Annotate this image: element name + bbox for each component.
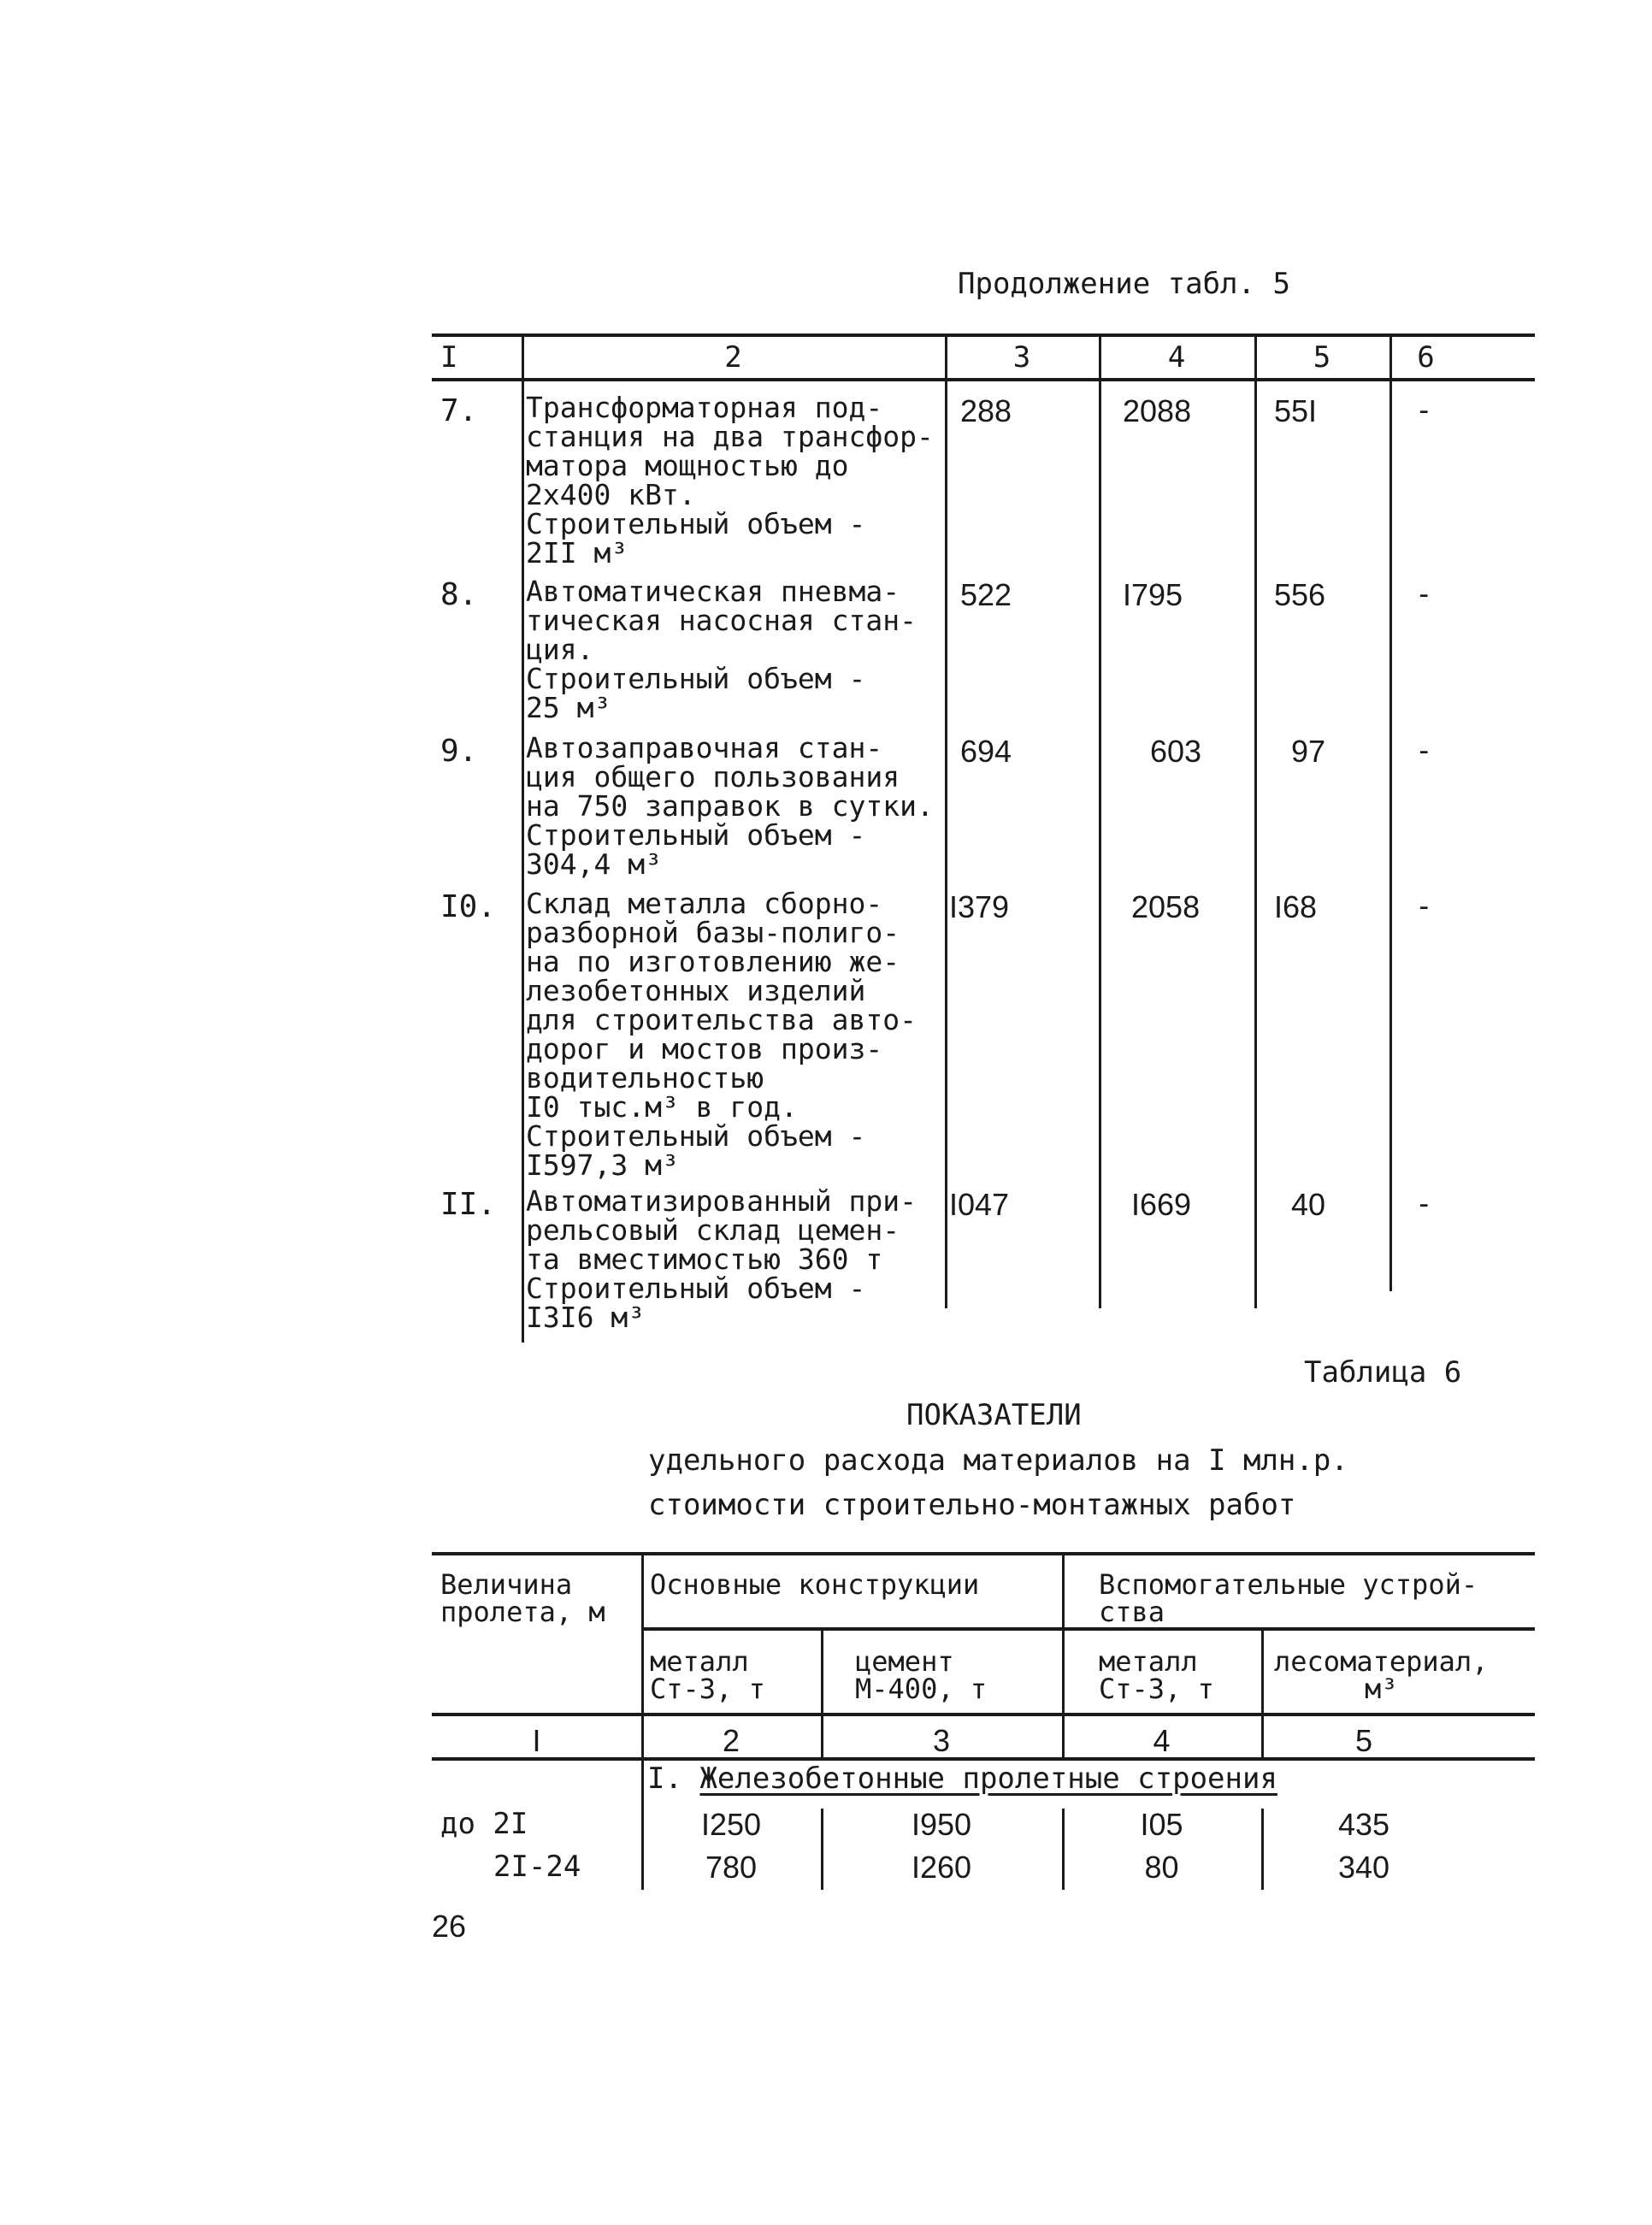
cell-col5: 55I bbox=[1274, 393, 1318, 428]
continuation-title: Продолжение табл. 5 bbox=[958, 267, 1290, 301]
cell-col3: I047 bbox=[949, 1187, 1010, 1222]
cell-col5: I68 bbox=[1274, 889, 1318, 924]
cell-col6: - bbox=[1415, 734, 1433, 768]
table-top-rule bbox=[432, 333, 1535, 337]
row-description: Склад металла сборно- разборной базы-полиго- на по изготовлению же- лезобетонных изделий для строительства авто- дорог и мостов произ- водительностью I0 тыс.м³ в год. Строительный объем - I597,3 м³ bbox=[526, 887, 917, 1182]
cell-col4: 603 bbox=[1150, 734, 1202, 769]
group-header-rule bbox=[641, 1627, 1535, 1631]
row-number: 8. bbox=[440, 577, 478, 612]
column-number: I bbox=[532, 1723, 541, 1758]
column-number: 5 bbox=[1354, 1723, 1373, 1758]
column-number: 4 bbox=[1153, 1723, 1171, 1758]
row-description: Автоматизированный при- рельсовый склад цемен- та вместимостью 360 т Строительный объем - I3I6 м³ bbox=[526, 1184, 917, 1334]
column-header: I bbox=[440, 340, 458, 375]
cell-col5: 556 bbox=[1274, 577, 1326, 612]
cell-col5: 40 bbox=[1291, 1187, 1326, 1222]
cell-col3: 288 bbox=[960, 393, 1012, 428]
row-number: 7. bbox=[440, 393, 478, 428]
page-number: 26 bbox=[432, 1909, 467, 1944]
cell-col6: - bbox=[1415, 1187, 1433, 1221]
cell-metal: I250 bbox=[700, 1807, 762, 1842]
row-number: II. bbox=[440, 1187, 497, 1222]
column-header: 2 bbox=[724, 340, 742, 375]
table-6 bbox=[432, 1552, 1535, 1894]
table-5-continuation bbox=[432, 333, 1535, 1343]
column-divider bbox=[522, 333, 524, 1343]
header-span: Величина пролета, м bbox=[440, 1568, 605, 1628]
cell-col5: 97 bbox=[1291, 734, 1326, 769]
column-divider bbox=[1254, 333, 1257, 1308]
row-label: 2I-24 bbox=[493, 1850, 581, 1884]
cell-metal-aux: I05 bbox=[1140, 1807, 1183, 1842]
table-top-rule bbox=[432, 1552, 1535, 1555]
cell-col6: - bbox=[1415, 393, 1433, 428]
column-header: 3 bbox=[1012, 340, 1031, 375]
header-bottom-rule bbox=[432, 1713, 1535, 1716]
cell-col4: I669 bbox=[1131, 1187, 1192, 1222]
subheader-metal: металл Ст-3, т bbox=[650, 1645, 765, 1705]
header-group-main: Основные конструкции bbox=[650, 1568, 980, 1601]
cell-timber: 340 bbox=[1337, 1850, 1390, 1885]
table-6-label: Таблица 6 bbox=[1304, 1355, 1462, 1390]
cell-col3: 522 bbox=[960, 577, 1012, 612]
cell-cement: I260 bbox=[911, 1850, 972, 1885]
row-description: Трансформаторная под- станция на два трансфор- матора мощностью до 2х400 кВт. Строительный объем - 2II м³ bbox=[526, 391, 934, 570]
subheader-timber: лесоматериал, м³ bbox=[1274, 1645, 1489, 1705]
column-header: 5 bbox=[1313, 340, 1331, 375]
row-description: Автозаправочная стан- ция общего пользования на 750 заправок в сутки. Строительный объем - 304,4 м³ bbox=[526, 731, 934, 881]
cell-col6: - bbox=[1415, 577, 1433, 611]
cell-col4: 2088 bbox=[1123, 393, 1192, 428]
row-number: I0. bbox=[440, 889, 497, 924]
subheader-metal-aux: металл Ст-3, т bbox=[1099, 1645, 1214, 1705]
column-number: 3 bbox=[932, 1723, 951, 1758]
cell-cement: I950 bbox=[911, 1807, 972, 1842]
column-header: 4 bbox=[1167, 340, 1186, 375]
section-title: I. Железобетонные пролетные строения bbox=[647, 1762, 1277, 1796]
row-description: Автоматическая пневма- тическая насосная стан- ция. Строительный объем - 25 м³ bbox=[526, 575, 917, 724]
cell-col4: 2058 bbox=[1131, 889, 1201, 924]
table-6-heading: ПОКАЗАТЕЛИ bbox=[906, 1398, 1082, 1432]
row-label: до 2I bbox=[440, 1807, 528, 1841]
header-bottom-rule bbox=[432, 378, 1535, 381]
table-6-subtitle-line2: стоимости строительно-монтажных работ bbox=[648, 1488, 1296, 1522]
cell-col4: I795 bbox=[1123, 577, 1183, 612]
cell-timber: 435 bbox=[1337, 1807, 1390, 1842]
cell-metal: 780 bbox=[705, 1850, 758, 1885]
column-header: 6 bbox=[1417, 340, 1435, 375]
header-group-aux: Вспомогательные устрой- ства bbox=[1099, 1568, 1478, 1628]
table-6-subtitle-line1: удельного расхода материалов на I млн.р. bbox=[648, 1443, 1348, 1478]
cell-metal-aux: 80 bbox=[1144, 1850, 1179, 1885]
column-divider bbox=[1389, 333, 1392, 1291]
cell-col3: I379 bbox=[949, 889, 1010, 924]
column-number: 2 bbox=[722, 1723, 740, 1758]
column-divider bbox=[1099, 333, 1101, 1308]
row-number: 9. bbox=[440, 734, 478, 769]
subheader-cement: цемент М-400, т bbox=[855, 1645, 988, 1705]
cell-col3: 694 bbox=[960, 734, 1012, 769]
cell-col6: - bbox=[1415, 889, 1433, 924]
